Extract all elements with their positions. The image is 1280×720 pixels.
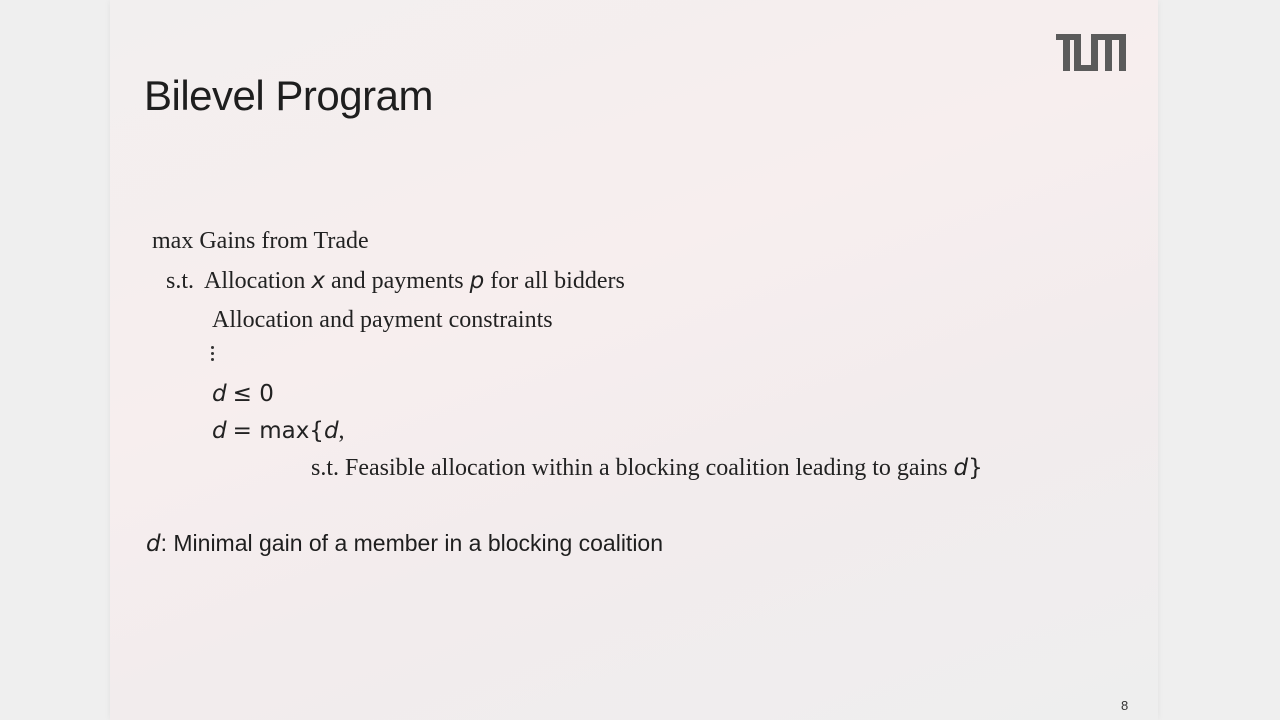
objective-line [152, 228, 369, 255]
objective-text: Gains from Trade [199, 228, 369, 254]
slide-title: Bilevel Program [144, 72, 433, 119]
vertical-dots [211, 346, 215, 364]
slide [110, 0, 1158, 720]
definition-symbol: d [146, 531, 161, 557]
page-number: 8 [1121, 698, 1129, 713]
var-p: p [469, 268, 485, 294]
definition-line [146, 530, 663, 557]
definition-text: : Minimal gain of a member in a blocking coalition [160, 530, 664, 556]
max-keyword: max [152, 228, 194, 254]
left-margin [0, 0, 110, 720]
inner-constraint-line: s.t. Feasible allocation within a blocking coalition leading to gains d} [311, 455, 983, 481]
var-x: x [311, 268, 325, 294]
constraint-line-1: s.t. Allocation x and payments p for all bidders [166, 268, 625, 294]
constraint-line-2: Allocation and payment constraints [212, 307, 553, 333]
st-label: s.t. [166, 268, 195, 294]
inequality-line: d ≤ 0 [212, 381, 274, 407]
tum-logo [1056, 34, 1126, 72]
equality-line: d = max{d, [212, 418, 345, 444]
right-margin [1158, 0, 1280, 720]
